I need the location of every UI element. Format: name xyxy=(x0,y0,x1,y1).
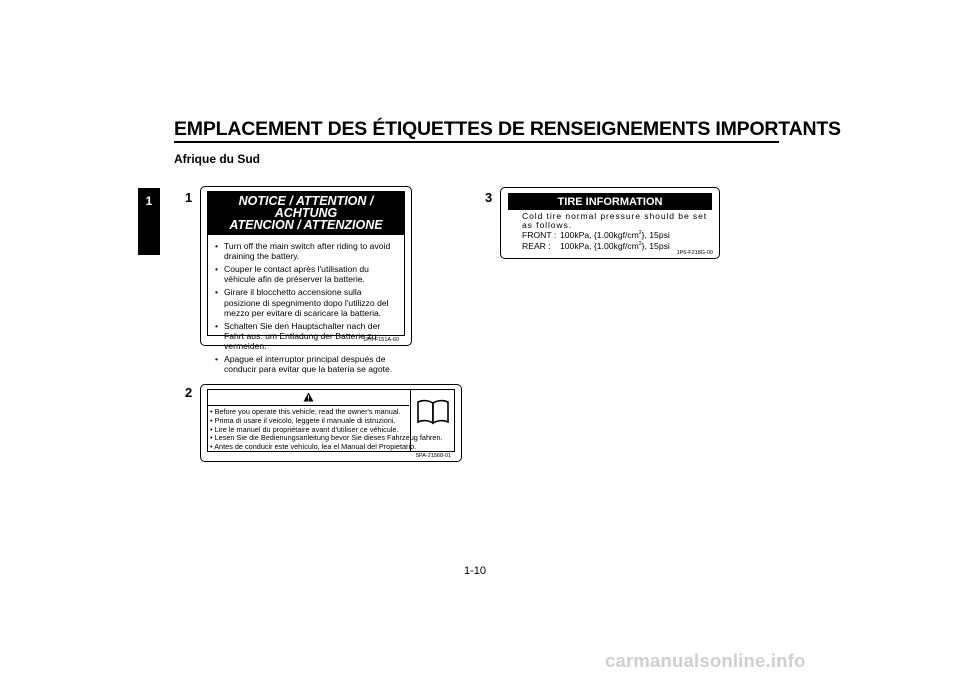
tire-intro-line: as follows. xyxy=(522,219,573,230)
tire-row-sup: 2 xyxy=(638,240,642,247)
page-title: EMPLACEMENT DES ÉTIQUETTES DE RENSEIGNEMENTS IMPORTANTS xyxy=(174,118,841,140)
page-subtitle: Afrique du Sud xyxy=(174,152,260,166)
owners-manual-frame xyxy=(207,389,455,452)
title-rule xyxy=(174,141,779,143)
battery-notice-item: • Turn off the main switch after riding to avoid draining the battery. xyxy=(215,241,400,261)
page-number: 1-10 xyxy=(464,565,487,577)
label-code: 1P6-F151A-60 xyxy=(363,337,399,343)
owners-manual-item: • Before you operate this vehicle, read the owner's manual. xyxy=(210,408,410,417)
tire-information-label xyxy=(500,187,720,259)
tire-information-body xyxy=(508,210,712,250)
battery-notice-label xyxy=(200,186,412,375)
warning-row xyxy=(208,390,409,406)
tire-row-value-end: }, 15psi xyxy=(641,240,670,251)
battery-notice-item: • Girare il blocchetto accensione sulla posizione di spegnimento dopo l'utilizzo del mezzo per evitare di scaricare la batteria. xyxy=(215,287,400,318)
label-2-number: 2 xyxy=(185,385,193,400)
tire-row-key: FRONT : xyxy=(522,230,557,241)
tire-row-sup: 2 xyxy=(638,230,642,237)
label-code: 1P6-F218G-00 xyxy=(676,250,713,256)
watermark: carmanualsonline.info xyxy=(605,650,806,671)
battery-notice-item: • Apague el interruptor principal después de conducir para evitar que la batería se agote. xyxy=(215,354,400,374)
tire-information-frame xyxy=(508,193,712,251)
tire-pressure-rear xyxy=(522,240,712,250)
tire-row-value: 100kPa, {1.00kgf/cm xyxy=(560,240,639,251)
label-3-number: 3 xyxy=(485,190,493,205)
open-book-icon xyxy=(416,399,450,425)
owners-manual-item: • Lire le manuel du propriétaire avant d'utiliser ce véhicule. xyxy=(210,426,410,435)
owners-manual-item: • Antes de conducir este vehículo, lea el Manual del Propietario. xyxy=(210,443,410,452)
battery-notice-header-line-2: ATENCION / ATTENZIONE xyxy=(229,218,383,232)
battery-notice-header-line-1: NOTICE / ATTENTION / ACHTUNG xyxy=(238,194,374,220)
tire-pressure-front xyxy=(522,229,712,239)
warning-triangle-icon xyxy=(303,392,314,402)
tire-intro-line: Cold tire normal pressure should be set xyxy=(522,211,708,221)
owners-manual-label xyxy=(200,384,462,462)
owners-manual-item: • Lesen Sie die Bedienungsanleitung bevor Sie dieses Fahrzeug fahren. xyxy=(210,434,410,443)
tire-row-value: 100kPa, {1.00kgf/cm xyxy=(560,230,639,241)
tire-information-header: TIRE INFORMATION xyxy=(508,193,712,210)
battery-notice-item: • Schalten Sie den Hauptschalter nach der Fahrt aus. um Entladung der Batterie zu vermeiden. xyxy=(215,321,400,352)
owners-manual-item: • Prima di usare il veicolo, leggete il manuale di istruzioni. xyxy=(210,417,410,426)
chapter-tab-number: 1 xyxy=(145,194,153,208)
battery-notice-header xyxy=(208,192,404,235)
chapter-tab xyxy=(138,188,160,255)
label-1-number: 1 xyxy=(185,190,193,205)
tire-row-value-end: }, 15psi xyxy=(641,230,670,241)
battery-notice-list xyxy=(208,241,404,375)
label-code: 5PA-21568-01 xyxy=(415,453,451,459)
owners-manual-list xyxy=(210,407,443,452)
tire-row-key: REAR : xyxy=(522,240,551,251)
battery-notice-item: • Couper le contact après l'utilisation du véhicule afin de préserver la batterie. xyxy=(215,264,400,284)
